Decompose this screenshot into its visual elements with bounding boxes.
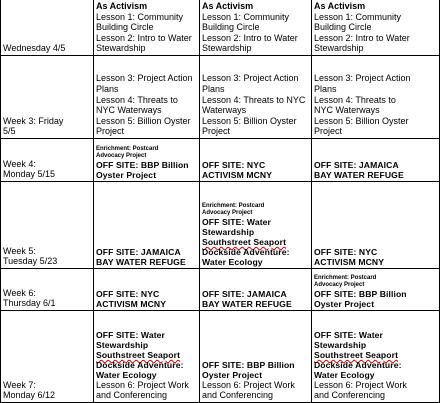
cell-text-line: OFF SITE: NYC	[314, 247, 378, 257]
cell-text-line: Lesson 1: Community	[314, 11, 402, 22]
cell-text-line: Southstreet Seaport	[202, 237, 287, 247]
date-label: Week 6:	[3, 287, 36, 298]
cell-text-line: Lesson 3: Project Action	[202, 73, 299, 84]
cell-text-line: Southstreet Seaport	[314, 349, 399, 360]
cell-text-line: OFF SITE: Water	[202, 217, 271, 227]
cell-text-line: ACTIVISM MCNY	[96, 299, 167, 309]
cell-text-line: Lesson 4: Threats to	[96, 94, 178, 105]
enrichment-note: Enrichment: Postcard	[314, 274, 377, 281]
table-row	[1, 0, 440, 56]
cell-text-line: As Activism	[202, 1, 254, 12]
cell-text-line: Dockside Adventure:	[96, 359, 184, 370]
cell-text-line: As Activism	[314, 1, 366, 12]
date-label: Week 5:	[3, 245, 36, 256]
schedule-cell	[312, 0, 440, 56]
date-label: Week 4:	[3, 158, 36, 169]
schedule-cell	[200, 311, 312, 403]
date-label: Week 7:	[3, 379, 36, 390]
cell-text-line: NYC Waterways	[314, 105, 380, 116]
cell-text-line: Lesson 2: Intro to Water	[96, 32, 192, 43]
date-cell	[1, 311, 94, 403]
date-cell	[1, 56, 94, 139]
cell-text-line: Plans	[96, 84, 119, 95]
cell-text-line: and Conferencing	[314, 390, 386, 401]
date-label: Wednesday 4/5	[3, 43, 66, 54]
cell-text-line: Lesson 6: Project Work	[202, 379, 295, 390]
cell-text-line: OFF SITE: JAMAICA	[314, 160, 399, 170]
cell-text-line: Lesson 2: Intro to Water	[314, 32, 410, 43]
schedule-cell	[312, 269, 440, 311]
schedule-cell	[200, 139, 312, 182]
cell-text-line: ACTIVISM MCNY	[202, 170, 273, 180]
cell-text-line: OFF SITE: BBP Billion	[96, 160, 189, 170]
table-row	[1, 269, 440, 311]
cell-text-line: Stewardship	[202, 43, 252, 54]
cell-text-line: Water Ecology	[96, 369, 157, 380]
schedule-cell	[312, 311, 440, 403]
date-label: Tuesday 5/23	[3, 256, 58, 267]
schedule-cell	[200, 0, 312, 56]
cell-text-line: As Activism	[96, 1, 148, 12]
cell-text-line: Oyster Project	[314, 299, 375, 309]
table-row	[1, 182, 440, 269]
cell-text-line: Building Circle	[202, 22, 260, 33]
schedule-cell	[94, 182, 200, 269]
cell-text-line: Plans	[314, 84, 337, 95]
cell-text-line: ACTIVISM MCNY	[314, 257, 385, 267]
schedule-cell	[200, 269, 312, 311]
schedule-cell	[94, 311, 200, 403]
cell-text-line: Lesson 5: Billion Oyster	[96, 115, 191, 126]
date-label: Week 3: Friday	[3, 115, 64, 126]
enrichment-note: Advocacy Project	[202, 209, 253, 216]
cell-text-line: OFF SITE: Water	[96, 329, 165, 340]
date-cell	[1, 269, 94, 311]
cell-text-line: Lesson 1: Community	[202, 11, 290, 22]
cell-text-line: Building Circle	[96, 22, 154, 33]
cell-text-line: Stewardship	[96, 339, 149, 350]
cell-text-line: Water Ecology	[314, 369, 375, 380]
cell-text-line: Stewardship	[314, 43, 364, 54]
cell-text-line: Oyster Project	[96, 170, 157, 180]
enrichment-note: Enrichment: Postcard	[202, 202, 265, 209]
cell-text-line: Lesson 3: Project Action	[96, 73, 193, 84]
cell-text-line: Waterways	[202, 105, 247, 116]
cell-text-line: OFF SITE: JAMAICA	[202, 289, 287, 299]
cell-text-line: Dockside Adventure:	[202, 247, 290, 257]
cell-text-line: Lesson 6: Project Work	[314, 379, 407, 390]
enrichment-note: Enrichment: Postcard	[96, 145, 159, 152]
schedule-cell	[94, 139, 200, 182]
schedule-cell	[94, 269, 200, 311]
cell-text-line: NYC Waterways	[96, 105, 162, 116]
cell-text-line: Stewardship	[314, 339, 367, 350]
enrichment-note: Advocacy Project	[96, 152, 147, 159]
cell-text-line: Oyster Project	[202, 369, 263, 380]
date-label: Monday 6/12	[3, 390, 56, 401]
schedule-cell	[312, 56, 440, 139]
date-cell	[1, 139, 94, 182]
cell-text-line: Lesson 2: Intro to Water	[202, 32, 298, 43]
cell-text-line: Lesson 5: Billion Oyster	[202, 115, 297, 126]
enrichment-note: Advocacy Project	[314, 281, 365, 288]
cell-text-line: Lesson 4: Threats to	[314, 94, 396, 105]
cell-text-line: Southstreet Seaport	[96, 349, 181, 360]
cell-text-line: Lesson 5: Billion Oyster	[314, 115, 409, 126]
cell-text-line: Project	[202, 126, 231, 137]
cell-text-line: Lesson 4: Threats to NYC	[202, 94, 306, 105]
cell-text-line: and Conferencing	[96, 390, 168, 401]
table-row	[1, 139, 440, 182]
cell-text-line: OFF SITE: BBP Billion	[202, 359, 295, 370]
date-cell	[1, 182, 94, 269]
cell-text-line: OFF SITE: Water	[314, 329, 383, 340]
table-row	[1, 311, 440, 403]
table-row	[1, 56, 440, 139]
schedule-cell	[200, 56, 312, 139]
cell-text-line: Lesson 3: Project Action	[314, 73, 411, 84]
cell-text-line: Project	[314, 126, 343, 137]
cell-text-line: Stewardship	[96, 43, 146, 54]
schedule-cell	[200, 182, 312, 269]
cell-text-line: OFF SITE: NYC	[202, 160, 266, 170]
cell-text-line: OFF SITE: BBP Billion	[314, 289, 407, 299]
cell-text-line: BAY WATER REFUGE	[314, 170, 404, 180]
cell-text-line: OFF SITE: JAMAICA	[96, 247, 181, 257]
schedule-cell	[94, 56, 200, 139]
cell-text-line: OFF SITE: NYC	[96, 289, 160, 299]
cell-text-line: Project	[96, 126, 125, 137]
cell-text-line: Plans	[202, 84, 225, 95]
date-label: Thursday 6/1	[3, 298, 56, 309]
cell-text-line: BAY WATER REFUGE	[202, 299, 292, 309]
date-label: 5/5	[3, 126, 16, 137]
date-cell	[1, 0, 94, 56]
schedule-cell	[312, 139, 440, 182]
schedule-cell	[94, 0, 200, 56]
date-label: Monday 5/15	[3, 169, 56, 180]
cell-text-line: BAY WATER REFUGE	[96, 257, 186, 267]
cell-text-line: Water Ecology	[202, 257, 263, 267]
cell-text-line: Building Circle	[314, 22, 372, 33]
cell-text-line: and Conferencing	[202, 390, 274, 401]
cell-text-line: Dockside Adventure:	[314, 359, 402, 370]
cell-text-line: Stewardship	[202, 227, 255, 237]
schedule-cell	[312, 182, 440, 269]
cell-text-line: Lesson 1: Community	[96, 11, 184, 22]
cell-text-line: Lesson 6: Project Work	[96, 379, 189, 390]
